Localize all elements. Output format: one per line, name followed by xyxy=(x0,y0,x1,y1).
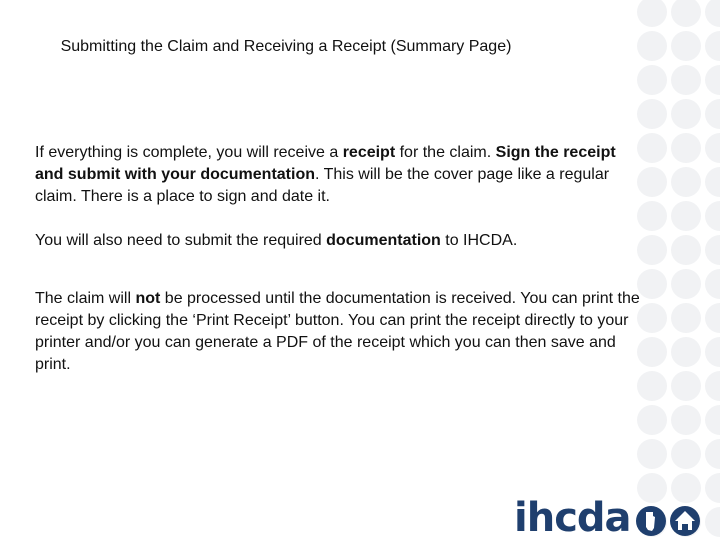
decorative-dot xyxy=(637,0,667,27)
paragraph-text: If everything is complete, you will receive a xyxy=(35,144,343,161)
decorative-dot xyxy=(637,99,667,129)
decorative-dot xyxy=(671,439,701,469)
decorative-dot xyxy=(705,405,720,435)
decorative-dot xyxy=(705,133,720,163)
paragraph-documentation xyxy=(35,230,645,252)
paragraph-processing xyxy=(35,288,645,376)
decorative-dot xyxy=(671,133,701,163)
decorative-dot xyxy=(671,303,701,333)
decorative-dot xyxy=(671,65,701,95)
emphasis-text: documentation xyxy=(326,232,441,249)
paragraph-text: to IHCDA. xyxy=(440,232,518,249)
decorative-dot xyxy=(671,405,701,435)
decorative-dot xyxy=(671,337,701,367)
decorative-dot xyxy=(671,0,701,27)
decorative-dot xyxy=(705,269,720,299)
decorative-dot xyxy=(705,31,720,61)
paragraph-text: be processed until the documentation is received. You can print the receipt by clicking the ‘Print Receipt’ button. You can print the receipt directly to your printer and/or you can generate a PDF of the receipt which you can then save and print. xyxy=(35,290,640,373)
indiana-home-icon xyxy=(635,504,715,538)
decorative-dot xyxy=(671,167,701,197)
paragraph-text: for the claim. xyxy=(395,144,496,161)
decorative-dot xyxy=(705,0,720,27)
emphasis-text: Sign the receipt and submit with your documentation xyxy=(35,144,616,183)
emphasis-text: receipt xyxy=(342,144,396,161)
decorative-dot xyxy=(671,371,701,401)
paragraph-text: The claim will xyxy=(35,290,136,307)
decorative-dot xyxy=(705,99,720,129)
decorative-dot xyxy=(671,269,701,299)
decorative-dot xyxy=(705,371,720,401)
slide-title: Submitting the Claim and Receiving a Receipt (Summary Page) xyxy=(60,38,512,55)
decorative-dot xyxy=(671,99,701,129)
body-text xyxy=(35,142,645,376)
decorative-dot xyxy=(705,167,720,197)
ihcda-logo xyxy=(514,496,715,542)
decorative-dot xyxy=(705,303,720,333)
emphasis-text: not xyxy=(135,290,161,307)
decorative-dot xyxy=(637,65,667,95)
logo-wordmark: ihcda xyxy=(514,495,631,541)
paragraph-receipt xyxy=(35,142,645,208)
decorative-dot xyxy=(671,235,701,265)
paragraph-text: . This will be the cover page like a regular claim. There is a place to sign and date it. xyxy=(35,166,610,205)
decorative-dot xyxy=(705,65,720,95)
decorative-dot xyxy=(705,235,720,265)
paragraph-text: You will also need to submit the required xyxy=(35,232,327,249)
decorative-dot xyxy=(637,439,667,469)
decorative-dot xyxy=(671,31,701,61)
decorative-dot xyxy=(671,201,701,231)
decorative-dot xyxy=(705,201,720,231)
decorative-dot-pattern xyxy=(636,0,720,540)
decorative-dot xyxy=(637,405,667,435)
decorative-dot xyxy=(637,31,667,61)
decorative-dot xyxy=(705,337,720,367)
decorative-dot xyxy=(705,439,720,469)
